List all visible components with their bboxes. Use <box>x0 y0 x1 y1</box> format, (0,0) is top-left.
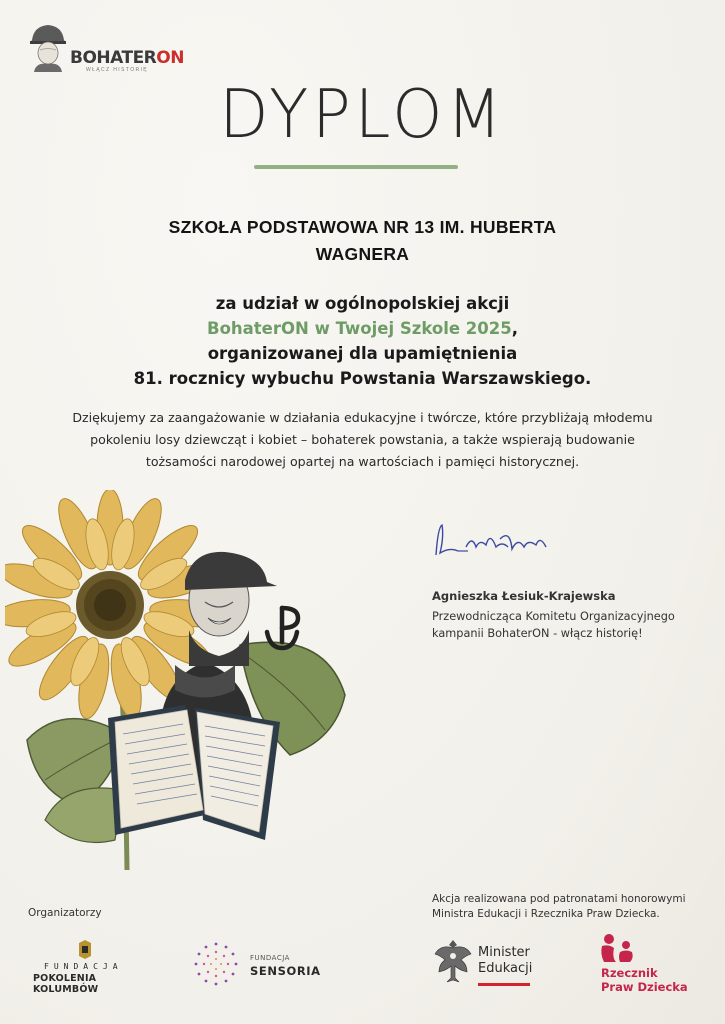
thanks-line-2: pokoleniu losy dziewcząt i kobiet – bohaterek powstania, a także wspierają budowanie <box>90 432 635 447</box>
school-name <box>0 214 725 268</box>
patronage-line-2: Ministra Edukacji i Rzecznika Praw Dziecka. <box>432 908 660 920</box>
thanks-line-1: Dziękujemy za zaangażowanie w działania edukacyjne i twórcze, które przybliżają młodemu <box>72 410 653 425</box>
patronage-line-1: Akcja realizowana pod patronatami honorowymi <box>432 893 686 905</box>
men-red-bar <box>478 983 530 986</box>
brand-tagline: WŁĄCZ HISTORIĘ <box>86 67 149 73</box>
sensoria-dots-icon <box>192 940 244 988</box>
soldier-helmet-icon <box>28 22 68 72</box>
sensoria-logo: FUNDACJA SENSORIA <box>192 940 322 988</box>
signatory-name: Agnieszka Łesiuk-Krajewska <box>432 589 616 603</box>
kolumb-emblem-icon <box>30 940 140 962</box>
page-title: DYPLOM <box>219 76 506 154</box>
organizers-label: Organizatorzy <box>28 907 102 919</box>
sunflower-insurgent-illustration <box>5 490 355 870</box>
signatory-role-line-2: kampanii BohaterON - włącz historię! <box>432 627 643 640</box>
award-text <box>0 291 725 391</box>
kotwica-anchor-icon <box>267 608 298 648</box>
award-line-3: organizowanej dla upamiętnienia <box>207 344 518 363</box>
pokolenia-kolumbow-logo: FUNDACJA POKOLENIA KOLUMBÓW <box>30 940 140 990</box>
school-name-line-2: WAGNERA <box>315 244 410 264</box>
title-underline <box>254 165 458 169</box>
campaign-name: BohaterON w Twojej Szkole 2025 <box>207 319 512 338</box>
polish-eagle-icon <box>433 936 473 986</box>
thanks-line-3: tożsamości narodowej opartej na wartościach i pamięci historycznej. <box>145 454 580 469</box>
award-campaign-line: BohaterON w Twojej Szkole 2025, <box>207 319 518 338</box>
signatory-role-line-1: Przewodnicząca Komitetu Organizacyjnego <box>432 610 675 623</box>
thanks-paragraph <box>40 407 685 473</box>
brand-name: BOHATERON <box>70 48 184 68</box>
rzecznik-praw-dziecka-logo: Rzecznik Praw Dziecka <box>598 932 698 994</box>
handwritten-signature <box>428 517 558 567</box>
children-figures-icon <box>598 932 638 964</box>
bohateron-logo <box>28 22 184 74</box>
school-name-line-1: SZKOŁA PODSTAWOWA NR 13 IM. HUBERTA <box>168 217 557 237</box>
award-line-4: 81. rocznicy wybuchu Powstania Warszawskiego. <box>133 369 592 388</box>
award-line-1: za udział w ogólnopolskiej akcji <box>215 294 510 313</box>
sunflower-leaf <box>45 788 123 843</box>
minister-edukacji-logo: Minister Edukacji <box>433 936 553 990</box>
